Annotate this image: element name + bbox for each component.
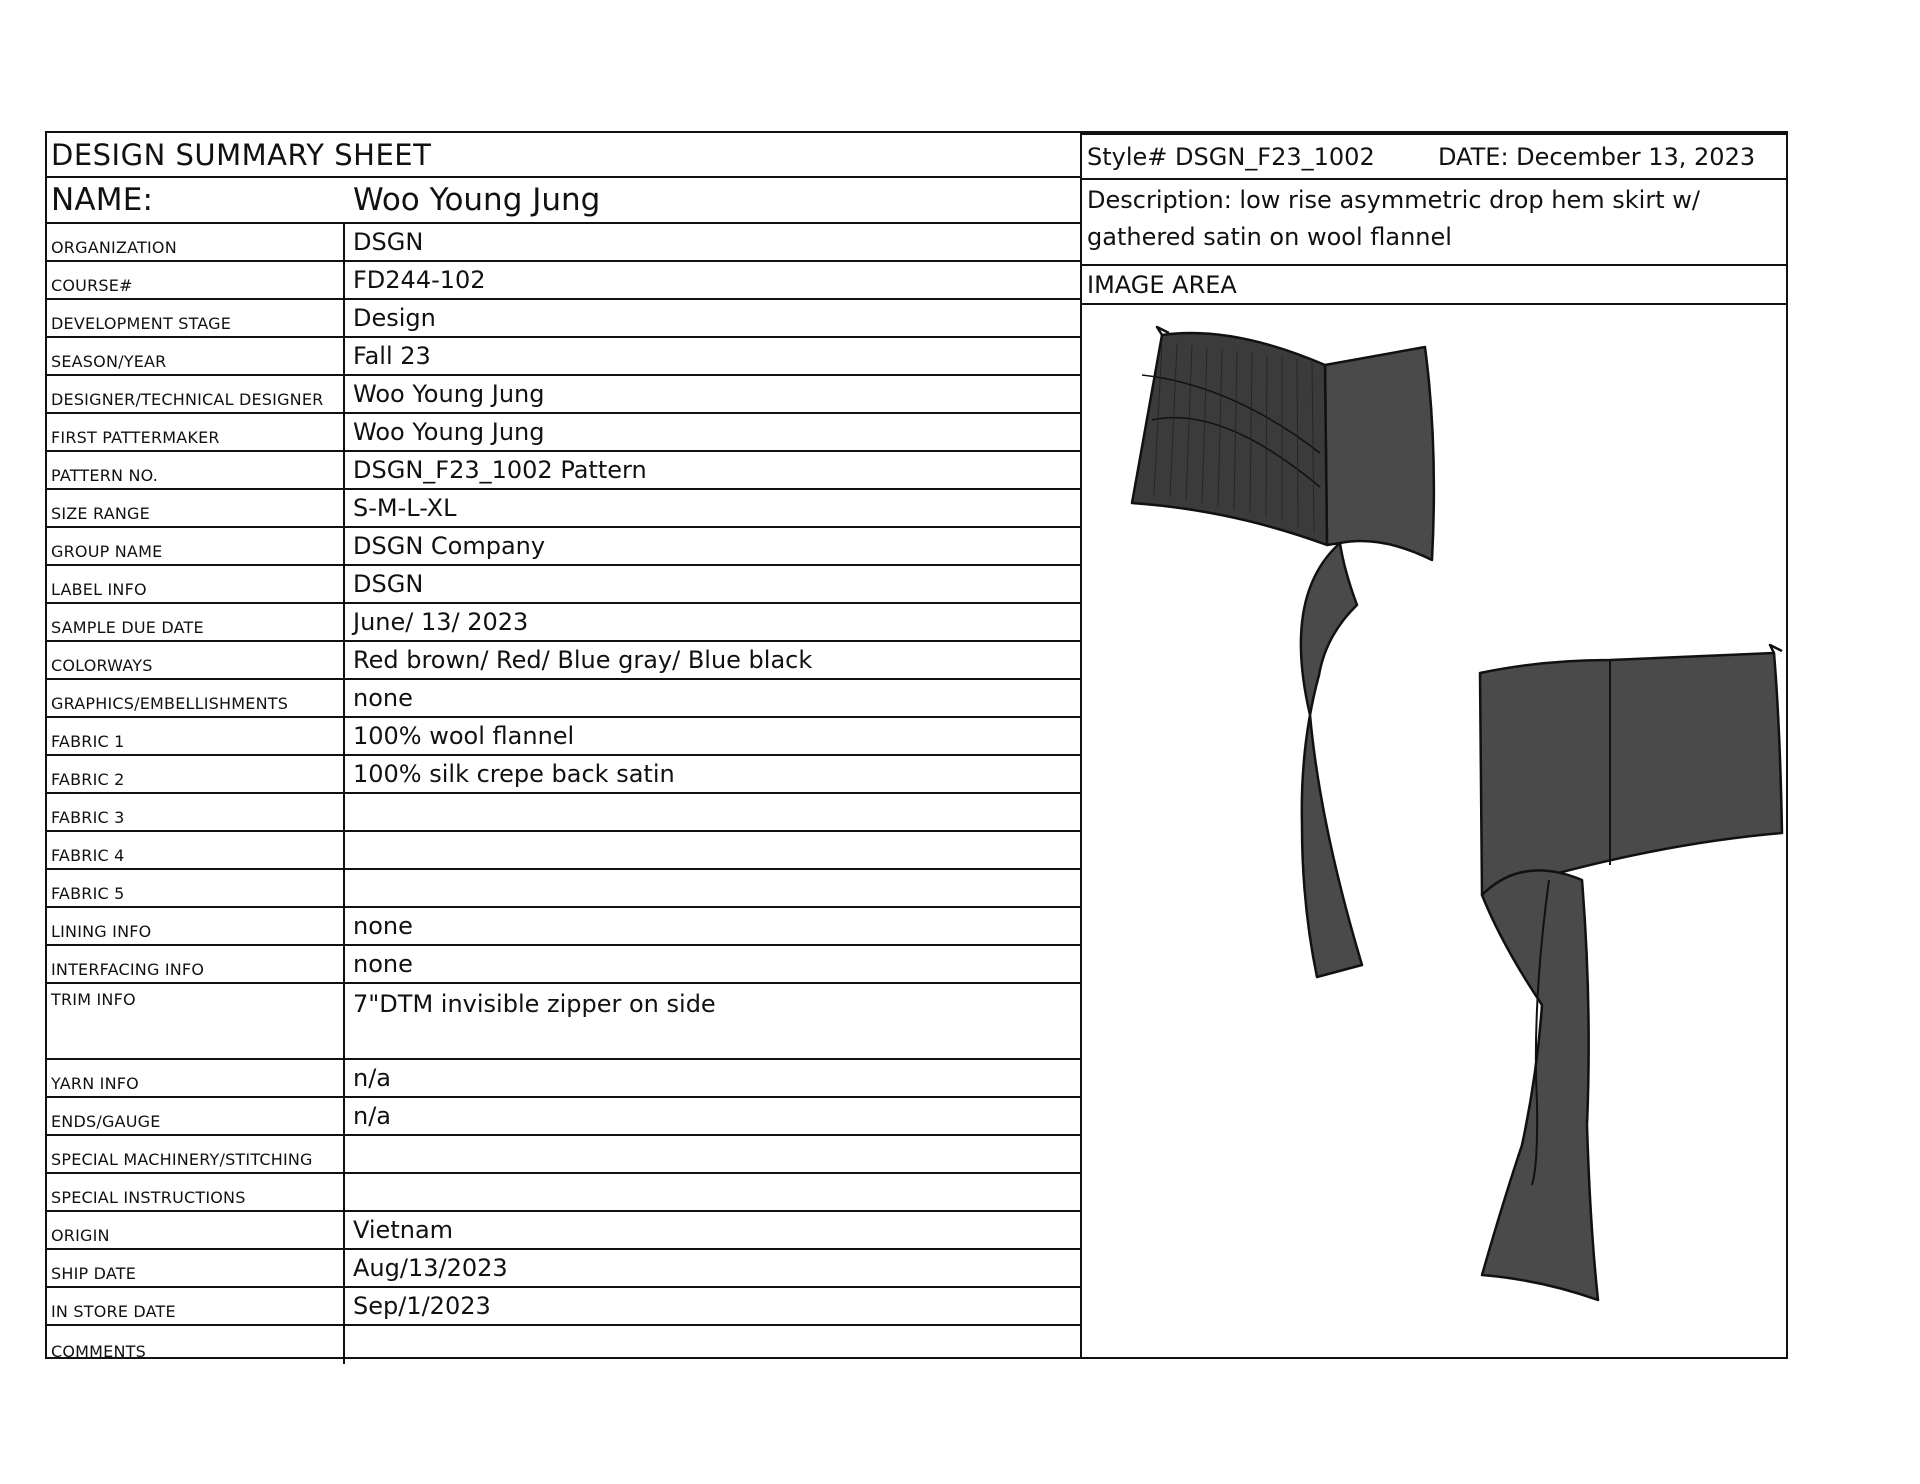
label-sample-due-date: SAMPLE DUE DATE [47, 604, 345, 640]
label-colorways: COLORWAYS [47, 642, 345, 678]
row-ship-date [47, 1250, 1080, 1288]
value-fabric-5 [347, 870, 1080, 906]
row-sample-due-date [47, 604, 1080, 642]
row-fabric-4 [47, 832, 1080, 870]
label-in-store-date: IN STORE DATE [47, 1288, 345, 1324]
skirt-front-flat-sketch [1132, 327, 1434, 977]
value-colorways: Red brown/ Red/ Blue gray/ Blue black [353, 646, 813, 674]
title-row [47, 133, 1080, 178]
label-special-instructions: SPECIAL INSTRUCTIONS [47, 1174, 345, 1210]
row-lining-info [47, 908, 1080, 946]
value-organization: DSGN [353, 228, 424, 256]
label-season-year: SEASON/YEAR [47, 338, 345, 374]
label-comments: COMMENTS [47, 1326, 345, 1364]
label-graphics-embellishments: GRAPHICS/EMBELLISHMENTS [47, 680, 345, 716]
row-size-range [47, 490, 1080, 528]
value-fabric-1: 100% wool flannel [353, 722, 575, 750]
value-sample-due-date: June/ 13/ 2023 [353, 608, 529, 636]
value-in-store-date: Sep/1/2023 [353, 1292, 491, 1320]
label-fabric-2: FABRIC 2 [47, 756, 345, 792]
value-special-machinery-stitching [347, 1136, 1080, 1172]
label-organization: ORGANIZATION [47, 224, 345, 260]
label-pattern-no: PATTERN NO. [47, 452, 345, 488]
row-season-year [47, 338, 1080, 376]
row-organization [47, 224, 1080, 262]
sheet-date: DATE: December 13, 2023 [1438, 142, 1756, 171]
skirt-back-flat-sketch [1480, 645, 1782, 1300]
name-label: NAME: [51, 182, 154, 218]
label-ends-gauge: ENDS/GAUGE [47, 1098, 345, 1134]
value-ends-gauge: n/a [353, 1102, 392, 1130]
name-value: Woo Young Jung [353, 182, 601, 218]
style-row [1082, 135, 1786, 180]
value-trim-info: 7"DTM invisible zipper on side [353, 990, 716, 1018]
label-fabric-5: FABRIC 5 [47, 870, 345, 906]
label-designer-technical-designer: DESIGNER/TECHNICAL DESIGNER [47, 376, 345, 412]
row-comments [47, 1326, 1080, 1364]
label-first-pattermaker: FIRST PATTERMAKER [47, 414, 345, 450]
row-special-instructions [47, 1174, 1080, 1212]
value-graphics-embellishments: none [353, 684, 413, 712]
description: Description: low rise asymmetric drop hem skirt w/ gathered satin on wool flannel [1082, 180, 1786, 266]
label-origin: ORIGIN [47, 1212, 345, 1248]
label-development-stage: DEVELOPMENT STAGE [47, 300, 345, 336]
value-course: FD244-102 [353, 266, 486, 294]
row-designer-technical-designer [47, 376, 1080, 414]
flat-sketches [1082, 305, 1786, 1359]
design-summary-sheet [45, 131, 1788, 1359]
label-special-machinery-stitching: SPECIAL MACHINERY/STITCHING [47, 1136, 345, 1172]
label-label-info: LABEL INFO [47, 566, 345, 602]
value-pattern-no: DSGN_F23_1002 Pattern [353, 456, 647, 484]
row-interfacing-info [47, 946, 1080, 984]
value-fabric-3 [347, 794, 1080, 830]
value-designer-technical-designer: Woo Young Jung [353, 380, 545, 408]
value-group-name: DSGN Company [353, 532, 546, 560]
label-interfacing-info: INTERFACING INFO [47, 946, 345, 982]
row-course [47, 262, 1080, 300]
row-special-machinery-stitching [47, 1136, 1080, 1174]
row-fabric-2 [47, 756, 1080, 794]
style-number: Style# DSGN_F23_1002 [1087, 142, 1375, 171]
row-development-stage [47, 300, 1080, 338]
summary-panel [1080, 131, 1788, 1359]
row-fabric-1 [47, 718, 1080, 756]
value-interfacing-info: none [353, 950, 413, 978]
row-colorways [47, 642, 1080, 680]
row-fabric-5 [47, 870, 1080, 908]
value-comments [347, 1326, 1080, 1364]
row-first-pattermaker [47, 414, 1080, 452]
label-fabric-1: FABRIC 1 [47, 718, 345, 754]
row-fabric-3 [47, 794, 1080, 832]
label-fabric-4: FABRIC 4 [47, 832, 345, 868]
value-lining-info: none [353, 912, 413, 940]
name-row [47, 178, 1080, 224]
sheet-title: DESIGN SUMMARY SHEET [51, 137, 432, 172]
label-fabric-3: FABRIC 3 [47, 794, 345, 830]
row-graphics-embellishments [47, 680, 1080, 718]
row-in-store-date [47, 1288, 1080, 1326]
image-area-label: IMAGE AREA [1082, 266, 1786, 305]
row-trim-info [47, 984, 1080, 1060]
value-size-range: S-M-L-XL [353, 494, 457, 522]
value-origin: Vietnam [353, 1216, 454, 1244]
value-development-stage: Design [353, 304, 436, 332]
spec-table [45, 131, 1082, 1359]
label-trim-info: TRIM INFO [47, 984, 345, 1058]
label-group-name: GROUP NAME [47, 528, 345, 564]
value-first-pattermaker: Woo Young Jung [353, 418, 545, 446]
label-lining-info: LINING INFO [47, 908, 345, 944]
label-ship-date: SHIP DATE [47, 1250, 345, 1286]
image-area [1082, 305, 1786, 1357]
value-special-instructions [347, 1174, 1080, 1210]
label-course: COURSE# [47, 262, 345, 298]
value-yarn-info: n/a [353, 1064, 392, 1092]
value-season-year: Fall 23 [353, 342, 431, 370]
value-label-info: DSGN [353, 570, 424, 598]
value-fabric-4 [347, 832, 1080, 868]
row-origin [47, 1212, 1080, 1250]
row-yarn-info [47, 1060, 1080, 1098]
row-ends-gauge [47, 1098, 1080, 1136]
value-fabric-2: 100% silk crepe back satin [353, 760, 675, 788]
row-group-name [47, 528, 1080, 566]
value-ship-date: Aug/13/2023 [353, 1254, 508, 1282]
row-pattern-no [47, 452, 1080, 490]
row-label-info [47, 566, 1080, 604]
label-yarn-info: YARN INFO [47, 1060, 345, 1096]
label-size-range: SIZE RANGE [47, 490, 345, 526]
